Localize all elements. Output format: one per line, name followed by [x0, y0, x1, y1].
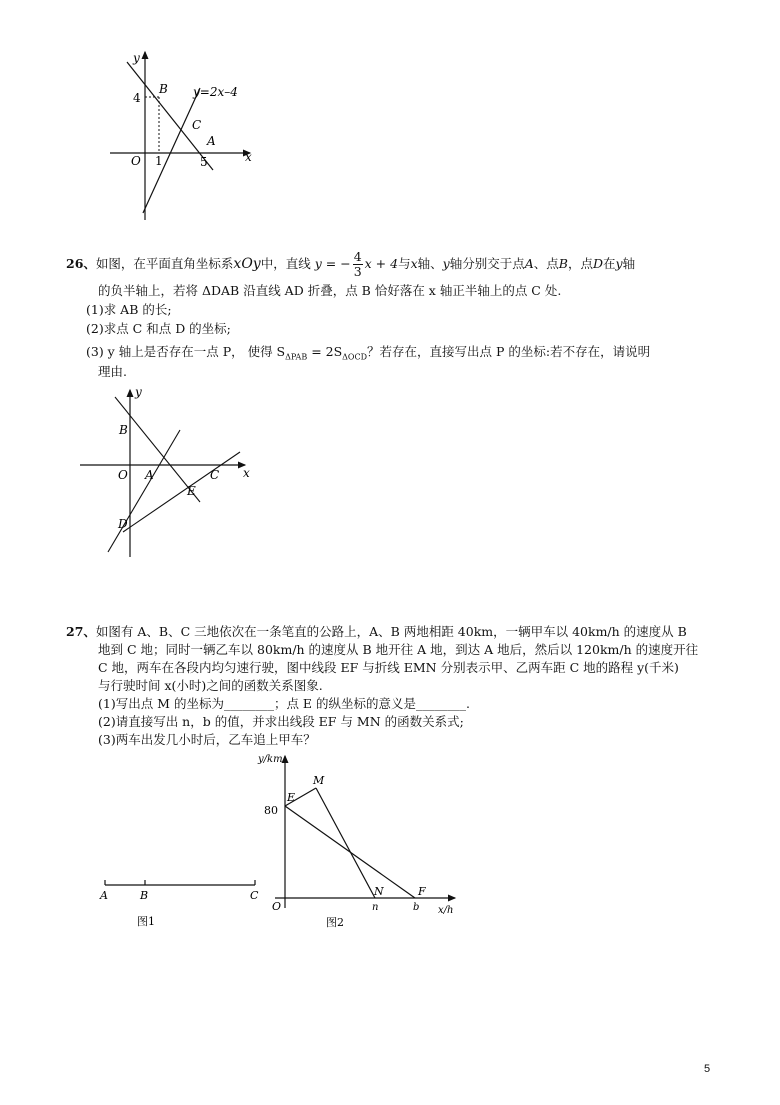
line-equation-label: y=2x–4: [193, 85, 238, 99]
q26-fraction: $\frac{4}{3}$: [353, 249, 362, 279]
q26-sub3-line2: 理由.: [98, 364, 127, 379]
figure-q25: [105, 40, 265, 225]
caption-fig2: 图2: [326, 916, 344, 929]
line-2x-4: [143, 88, 200, 213]
line-dc: [123, 452, 240, 532]
point-c-label: C: [250, 889, 259, 902]
page-number: 5: [704, 1063, 711, 1075]
point-n-label: N: [374, 885, 384, 898]
segment-ef: [285, 806, 415, 898]
figure-q26: [75, 382, 265, 562]
point-b-label: B: [119, 423, 128, 437]
q27-sub2: (2)请直接写出 n，b 的值，并求出线段 EF 与 MN 的函数关系式;: [98, 714, 464, 729]
x-axis-label: x/h: [438, 905, 454, 916]
tick-n: n: [372, 902, 379, 913]
q27-line1: 27、如图有 A、B、C 三地依次在一条笔直的公路上，A、B 两地相距 40km，一辆甲车以 40km/h 的速度从 B: [66, 624, 687, 639]
q26-line1: 26、如图，在平面直角坐标系xOy中，直线 y = − $\frac{4}{3}$ x + 4与x轴、y轴分别交于点A、点B，点D在y轴: [66, 249, 636, 279]
origin-label: O: [272, 900, 282, 913]
q27-line4: 与行驶时间 x(小时)之间的函数关系图象.: [98, 678, 323, 693]
point-a-label: A: [207, 134, 216, 148]
point-e-label: E: [287, 791, 296, 804]
point-a-label: A: [145, 468, 154, 482]
point-d-label: D: [118, 517, 128, 531]
point-b-label: B: [159, 82, 168, 96]
tick-5: 5: [200, 155, 208, 169]
y-axis-label: y: [133, 51, 140, 65]
origin-label: O: [131, 154, 141, 168]
y-axis-label: y: [135, 385, 142, 399]
x-axis-label: x: [245, 150, 252, 164]
tick-1: 1: [155, 154, 163, 168]
q26-line2: 的负半轴上，若将 ΔDAB 沿直线 AD 折叠，点 B 恰好落在 x 轴正半轴上的点 C 处.: [98, 283, 562, 298]
q27-sub1: (1)写出点 M 的坐标为________；点 E 的纵坐标的意义是________.: [98, 696, 470, 711]
caption-fig1: 图1: [137, 915, 155, 928]
point-a-label: A: [100, 889, 108, 902]
origin-label: O: [118, 468, 128, 482]
point-c-label: C: [210, 468, 220, 482]
figure-q27-road: [95, 870, 270, 930]
figure-q27-graph: [250, 748, 465, 938]
segment-mn: [316, 788, 375, 898]
q26-equation-lhs: y = −: [314, 256, 351, 271]
q27-number: 27、: [66, 624, 96, 639]
q26-sub2: (2)求点 C 和点 D 的坐标;: [86, 321, 231, 336]
point-b-label: B: [140, 889, 149, 902]
point-f-label: F: [418, 885, 426, 898]
q26-sub3: (3) y 轴上是否存在一点 P， 使得 $S_{\Delta PAB} = 2S_{\Delta OCD}$？若存在，直接写出点 P 的坐标:若不存在，请说明: [86, 344, 651, 362]
tick-80: 80: [264, 804, 278, 817]
point-c-label: C: [192, 118, 202, 132]
q26-sub1: (1)求 AB 的长;: [86, 302, 172, 317]
q27-line3: C 地，两车在各段内均匀速行驶，图中线段 EF 与折线 EMN 分别表示甲、乙两车距 C 地的路程 y(千米): [98, 660, 679, 675]
tick-b: b: [413, 902, 420, 913]
point-m-label: M: [313, 774, 325, 787]
q26-equation-rhs: x + 4: [364, 256, 399, 271]
y-axis-label: y/km: [258, 754, 283, 765]
line-da: [108, 430, 180, 552]
q27-sub3: (3)两车出发几小时后，乙车追上甲车？: [98, 732, 316, 747]
q26-number: 26、: [66, 256, 96, 271]
q27-line2: 地到 C 地；同时一辆乙车以 80km/h 的速度从 B 地开往 A 地，到达 A 地后，然后以 120km/h 的速度开往: [98, 642, 699, 657]
tick-4: 4: [133, 91, 141, 105]
x-axis-label: x: [243, 466, 250, 480]
point-e-label: E: [187, 484, 196, 498]
